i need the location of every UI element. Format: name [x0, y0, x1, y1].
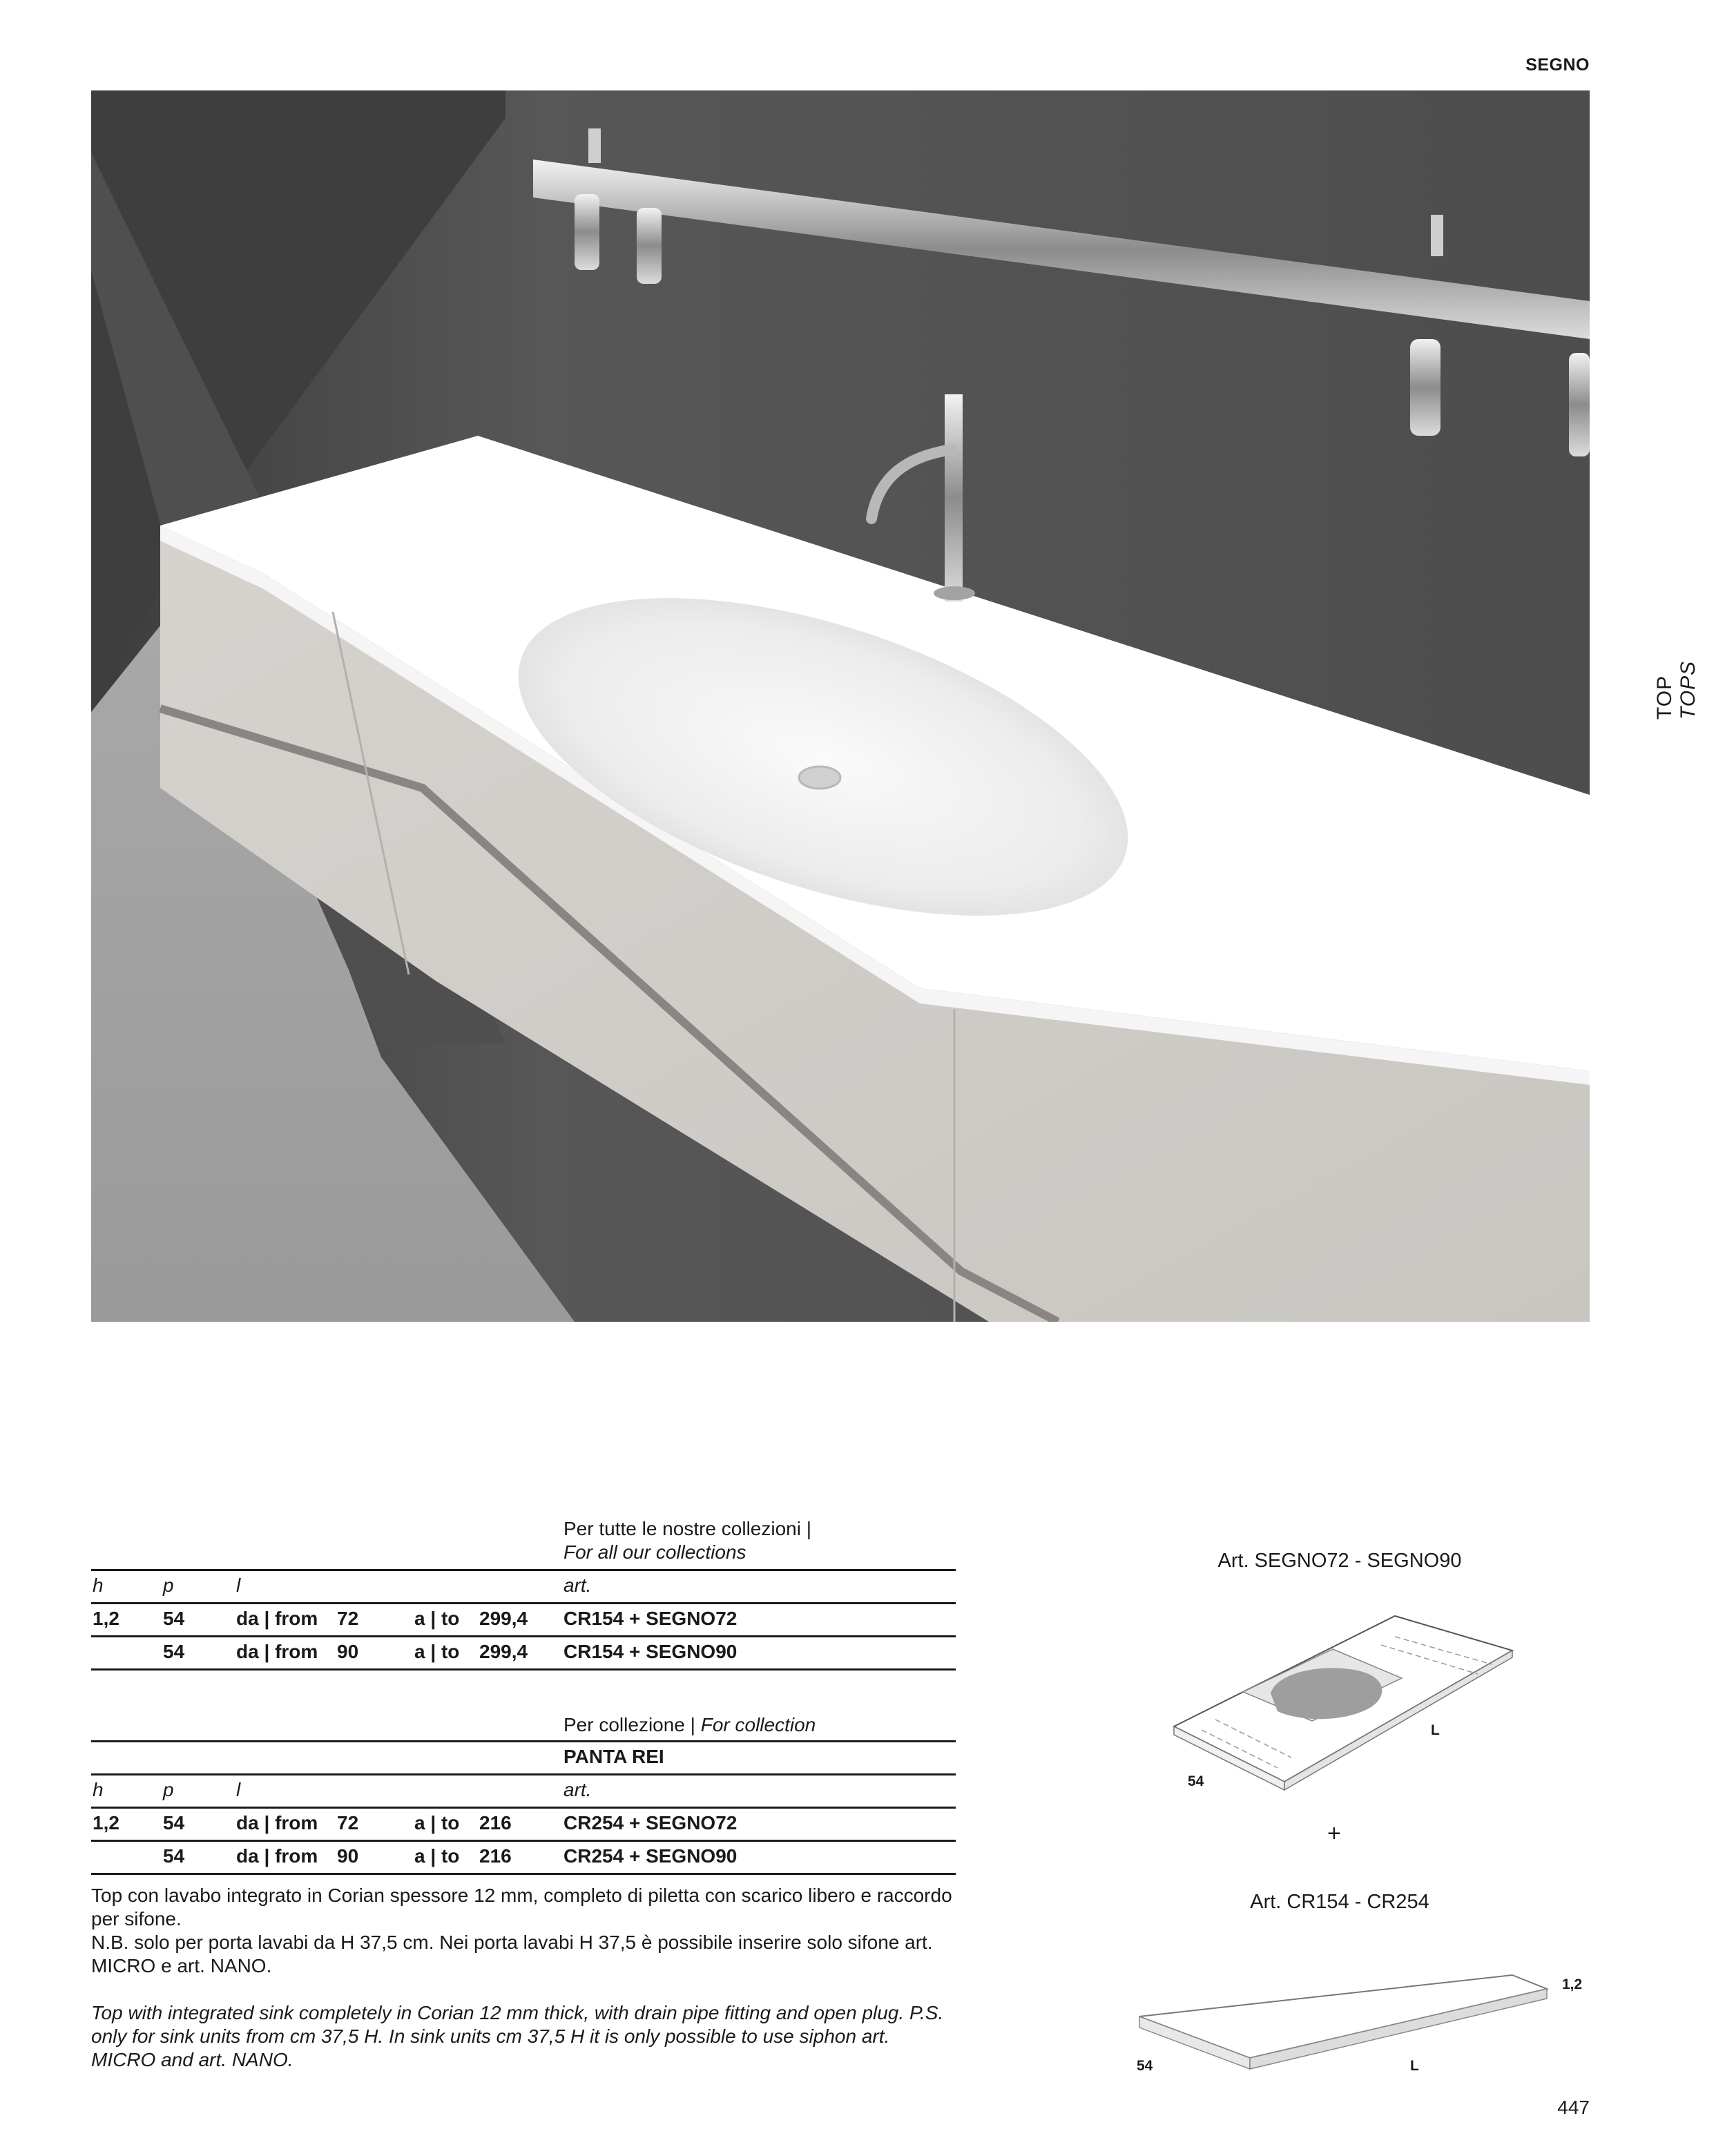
table-collection — [91, 1710, 956, 1873]
cell-from-label: da | from — [236, 1845, 318, 1867]
cell-to: 216 — [479, 1845, 512, 1867]
cell-p: 54 — [163, 1608, 185, 1629]
corian-top-diagram — [1126, 1947, 1568, 2086]
cell-to-label: a | to — [414, 1641, 460, 1662]
col-art: art. — [563, 1779, 592, 1800]
dim-length-label: L — [1431, 1722, 1440, 1738]
cell-p: 54 — [163, 1812, 185, 1833]
table-caption-it: Per tutte le nostre collezioni | — [563, 1518, 812, 1539]
side-label-it: TOP — [1653, 675, 1676, 720]
cell-p: 54 — [163, 1641, 185, 1662]
diagram-sink-title: Art. SEGNO72 - SEGNO90 — [1217, 1550, 1462, 1572]
cell-h: 1,2 — [93, 1812, 119, 1833]
page-number: 447 — [1557, 2097, 1590, 2118]
col-h: h — [93, 1575, 104, 1596]
dim-depth-label: 54 — [1188, 1773, 1204, 1789]
sink-top-diagram — [1160, 1602, 1519, 1809]
table-row — [91, 1602, 956, 1635]
cell-from: 90 — [337, 1641, 359, 1662]
table-all-collections — [91, 1511, 956, 1668]
collection-name-row — [91, 1740, 956, 1773]
cell-from-label: da | from — [236, 1641, 318, 1662]
table-row — [91, 1807, 956, 1840]
table-caption-en: For all our collections — [563, 1541, 746, 1563]
dim-depth-label: 54 — [1137, 2058, 1153, 2074]
cell-to: 216 — [479, 1812, 512, 1833]
product-photo — [91, 90, 1590, 1322]
table-row — [91, 1635, 956, 1668]
collection-name: PANTA REI — [563, 1746, 664, 1767]
cell-from: 90 — [337, 1845, 359, 1867]
table-caption — [563, 1714, 816, 1736]
cell-art: CR154 + SEGNO90 — [563, 1641, 738, 1662]
table-caption-it: Per collezione | — [563, 1714, 695, 1735]
description-it-1: Top con lavabo integrato in Corian spessore 12 mm, completo di piletta con scarico libero e raccordo per sifone. — [91, 1885, 952, 1929]
table-row — [91, 1840, 956, 1873]
description-en: Top with integrated sink completely in Corian 12 mm thick, with drain pipe fitting and open plug. P.S. only for sink units from cm 37,5 H. In sink units cm 37,5 H it is only possible to use siphon art. MICRO and art. NANO. — [91, 2002, 944, 2070]
cell-to: 299,4 — [479, 1608, 528, 1629]
bathroom-vanity-photo — [91, 90, 1590, 1322]
col-p: p — [163, 1779, 174, 1800]
cell-to-label: a | to — [414, 1845, 460, 1867]
table-header-row — [91, 1773, 956, 1807]
col-l: l — [236, 1575, 241, 1596]
col-p: p — [163, 1575, 174, 1596]
description-it-2: N.B. solo per porta lavabi da H 37,5 cm. Nei porta lavabi H 37,5 è possibile inserire solo sifone art. MICRO e art. NANO. — [91, 1932, 933, 1976]
collection-title: SEGNO — [1525, 55, 1590, 75]
dim-thickness-label: 1,2 — [1562, 1976, 1583, 1992]
cell-from-label: da | from — [236, 1812, 318, 1833]
col-l: l — [236, 1779, 241, 1800]
cell-from-label: da | from — [236, 1608, 318, 1629]
table-caption-en: For collection — [700, 1714, 816, 1735]
plus-sign: + — [1327, 1820, 1341, 1847]
cell-from: 72 — [337, 1812, 359, 1833]
side-label-en: TOPS — [1677, 660, 1699, 720]
cell-to-label: a | to — [414, 1812, 460, 1833]
diagram-top-title: Art. CR154 - CR254 — [1250, 1891, 1429, 1913]
cell-to: 299,4 — [479, 1641, 528, 1662]
col-art: art. — [563, 1575, 592, 1596]
section-side-label — [1644, 608, 1719, 760]
dim-length-label: L — [1410, 2058, 1419, 2074]
cell-h: 1,2 — [93, 1608, 119, 1629]
table-header-row — [91, 1569, 956, 1602]
cell-art: CR254 + SEGNO72 — [563, 1812, 738, 1833]
col-h: h — [93, 1779, 104, 1800]
cell-from: 72 — [337, 1608, 359, 1629]
cell-to-label: a | to — [414, 1608, 460, 1629]
cell-art: CR154 + SEGNO72 — [563, 1608, 738, 1629]
cell-art: CR254 + SEGNO90 — [563, 1845, 738, 1867]
product-description — [91, 1884, 956, 2072]
cell-p: 54 — [163, 1845, 185, 1867]
